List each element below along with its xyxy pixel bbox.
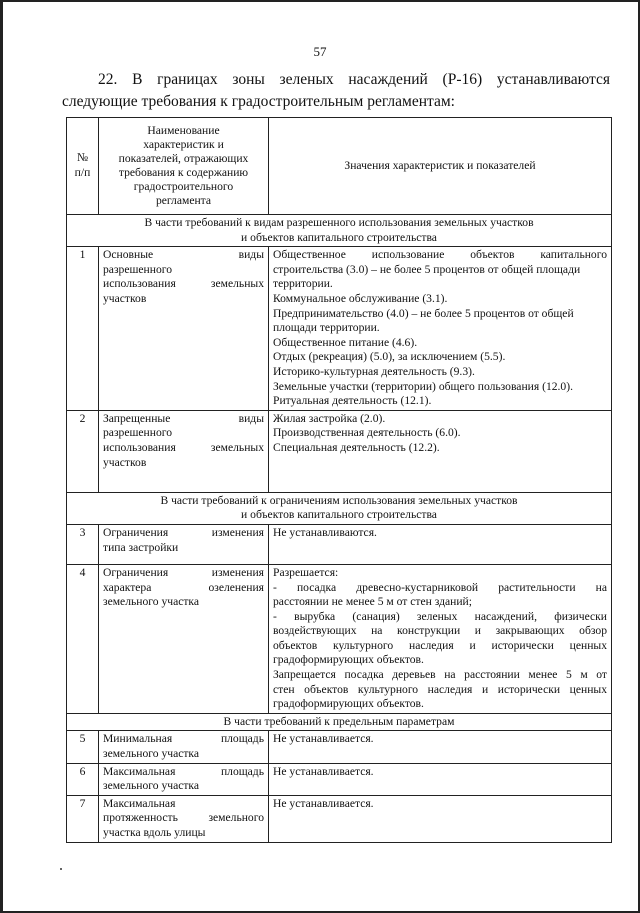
row-values: Не устанавливается. bbox=[269, 731, 612, 763]
row-number: 1 bbox=[67, 247, 99, 411]
row-number: 5 bbox=[67, 731, 99, 763]
row-name: Минимальная площадь земельного участка bbox=[99, 731, 269, 763]
row-values: Не устанавливается. bbox=[269, 763, 612, 795]
page-number: 57 bbox=[313, 44, 327, 59]
header-name: Наименование характеристик и показателей, отражающих требования к содержанию градостроительного регламента bbox=[99, 118, 269, 215]
table-row bbox=[67, 795, 612, 842]
row-name: Максимальная протяженность земельного участка вдоль улицы bbox=[99, 795, 269, 842]
table-row bbox=[67, 763, 612, 795]
row-name: Максимальная площадь земельного участка bbox=[99, 763, 269, 795]
row-values: Не устанавливаются. bbox=[269, 524, 612, 564]
row-values: Жилая застройка (2.0). Производственная деятельность (6.0). Специальная деятельность (12.2). bbox=[269, 410, 612, 492]
section-heading: В части требований к предельным параметрам bbox=[67, 713, 612, 731]
scan-border-left bbox=[0, 0, 3, 913]
header-values: Значения характеристик и показателей bbox=[269, 118, 612, 215]
table-row bbox=[67, 731, 612, 763]
section-row bbox=[67, 713, 612, 731]
row-number: 2 bbox=[67, 410, 99, 492]
section-heading: В части требований к видам разрешенного использования земельных участков и объектов капитального строительства bbox=[67, 215, 612, 247]
table-row bbox=[67, 247, 612, 411]
section-heading: В части требований к ограничениям использования земельных участков и объектов капитального строительства bbox=[67, 492, 612, 524]
row-number: 4 bbox=[67, 564, 99, 713]
row-number: 6 bbox=[67, 763, 99, 795]
row-values: Разрешается: - посадка древесно-кустарниковой растительности на расстоянии не менее 5 м от стен зданий; - вырубка (санация) зеленых насаждений, физически воздействующих на конструкции и закрывающих обзор объектов культурного наследия и исторически ценных градоформирующих объектов. Запрещается посадка деревьев на расстоянии менее 5 м от стен объектов культурного наследия и исторически ценных градоформирующих объектов. bbox=[269, 564, 612, 713]
table-row bbox=[67, 410, 612, 492]
row-name: Основные виды разрешенного использования земельных участков bbox=[99, 247, 269, 411]
table-row bbox=[67, 564, 612, 713]
scan-border-top bbox=[0, 0, 640, 2]
row-name: Запрещенные виды разрешенного использования земельных участков bbox=[99, 410, 269, 492]
row-name: Ограничения изменения типа застройки bbox=[99, 524, 269, 564]
row-values: Общественное использование объектов капитального строительства (3.0) – не более 5 процентов от общей площади территории. Коммунальное обслуживание (3.1). Предпринимательство (4.0) – не более 5 процентов от общей площади территории. Общественное питание (4.6). Отдых (рекреация) (5.0), за исключением (5.5). Историко-культурная деятельность (9.3). Земельные участки (территории) общего пользования (12.0). Ритуальная деятельность (12.1). bbox=[269, 247, 612, 411]
header-number: № п/п bbox=[67, 118, 99, 215]
row-values: Не устанавливается. bbox=[269, 795, 612, 842]
row-name: Ограничения изменения характера озеленения земельного участка bbox=[99, 564, 269, 713]
row-number: 7 bbox=[67, 795, 99, 842]
scan-speck bbox=[60, 868, 62, 870]
section-row bbox=[67, 492, 612, 524]
table-row bbox=[67, 524, 612, 564]
intro-paragraph: 22. В границах зоны зеленых насаждений (Р-16) устанавливаются следующие требования к градостроительным регламентам: bbox=[62, 71, 610, 110]
regulations-table bbox=[66, 117, 612, 843]
row-number: 3 bbox=[67, 524, 99, 564]
table-header-row bbox=[67, 118, 612, 215]
section-row bbox=[67, 215, 612, 247]
